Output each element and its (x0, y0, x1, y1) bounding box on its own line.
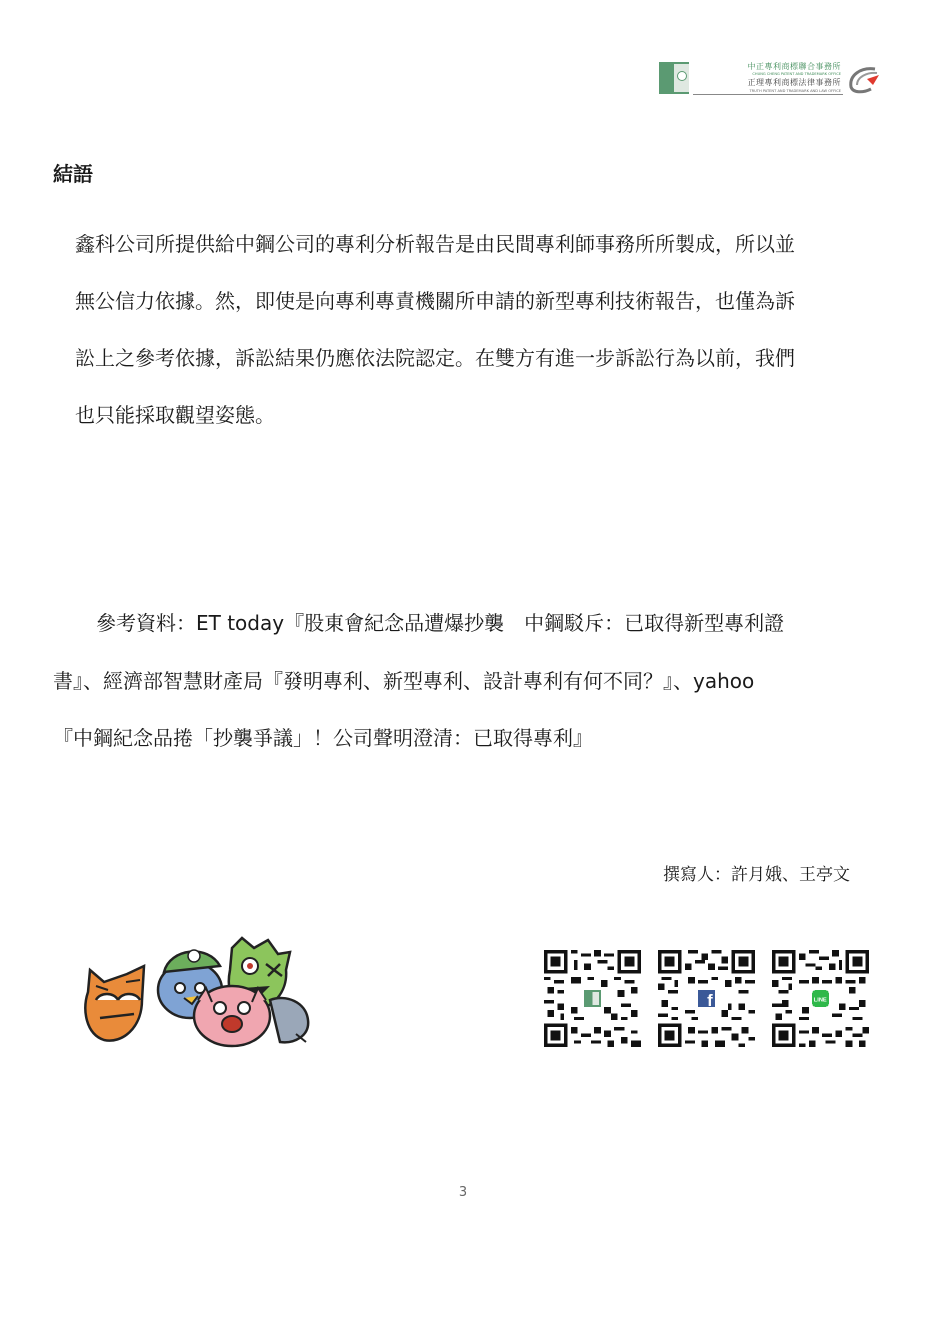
grey-creature-mascot-icon (270, 998, 308, 1042)
orange-cat-mascot-icon (85, 966, 144, 1041)
conclusion-heading: 結語 (53, 162, 93, 186)
author-credit: 撰寫人：許月娥、王亭文 (663, 865, 850, 885)
svg-text:LINE: LINE (813, 997, 827, 1004)
qr-code-website[interactable] (544, 950, 641, 1047)
conclusion-line: 鑫科公司所提供給中鋼公司的專利分析報告是由民間專利師事務所所製成，所以並 (75, 232, 795, 256)
pink-pig-mascot-icon (194, 986, 270, 1046)
qr-code-facebook[interactable] (658, 950, 755, 1047)
swoosh-icon (845, 63, 879, 95)
reference-line: 『中鋼紀念品捲「抄襲爭議」！公司聲明澄清：已取得專利』 (53, 726, 593, 750)
conclusion-line: 也只能採取觀望姿態。 (75, 403, 275, 427)
mascot-group-illustration (82, 930, 327, 1050)
firm-emblem-icon (659, 62, 689, 94)
conclusion-line: 無公信力依據。然，即使是向專利專責機關所申請的新型專利技術報告，也僅為訴 (75, 289, 795, 313)
conclusion-line: 訟上之參考依據，訴訟結果仍應依法院認定。在雙方有進一步訴訟行為以前，我們 (75, 346, 795, 370)
firm-name-truth: 正理專利商標法律事務所 (747, 78, 841, 87)
firm-name-block (695, 62, 841, 96)
page-number: 3 (458, 1185, 468, 1200)
firm-name-chung-cheng-en: CHUNG CHENG PATENT AND TRADEMARK OFFICE (752, 72, 841, 76)
reference-line: 參考資料：ET today『股東會紀念品遭爆抄襲 中鋼駁斥：已取得新型專利證 (96, 611, 785, 635)
firm-name-chung-cheng: 中正專利商標聯合事務所 (747, 62, 841, 71)
qr-code-line[interactable] (772, 950, 869, 1047)
firm-logo (659, 62, 879, 96)
firm-name-truth-en: TRUTH PATENT AND TRADEMARK AND LAW OFFICE (749, 89, 841, 93)
svg-text:f: f (707, 990, 713, 1010)
reference-line: 書』、經濟部智慧財產局『發明專利、新型專利、設計專利有何不同？』、yahoo (53, 669, 755, 693)
logo-divider (693, 94, 843, 95)
